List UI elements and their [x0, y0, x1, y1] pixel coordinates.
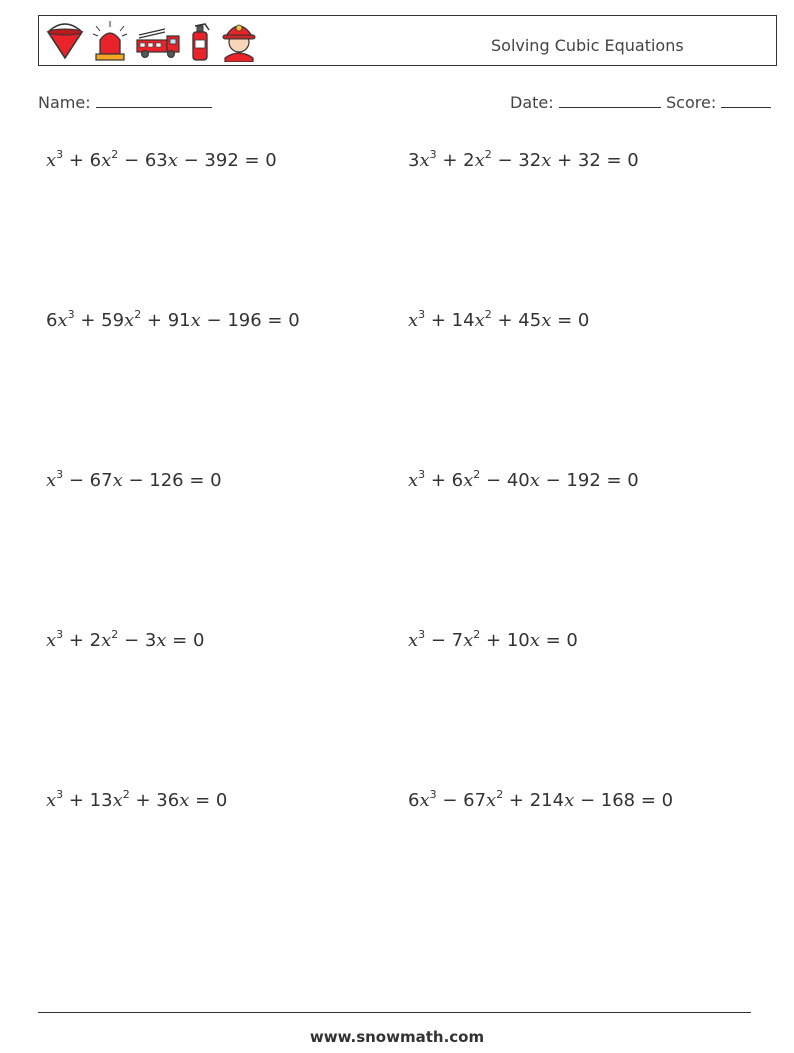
equation-term: + 2	[63, 630, 102, 651]
variable: x	[463, 630, 474, 651]
exponent: 2	[134, 308, 142, 321]
variable: x	[419, 150, 430, 171]
problem-6	[408, 470, 639, 491]
variable: x	[101, 630, 112, 651]
exponent: 2	[484, 148, 492, 161]
problem-9	[46, 790, 227, 811]
equation-term: = 0	[189, 790, 228, 811]
equation-term: = 0	[551, 310, 590, 331]
header-icons	[45, 20, 259, 64]
score-label: Score:	[666, 93, 717, 112]
variable: x	[167, 150, 178, 171]
variable: x	[408, 470, 419, 491]
problem-5	[46, 470, 222, 491]
equation-term: + 13	[63, 790, 113, 811]
name-label: Name:	[38, 93, 91, 112]
equation-term: − 32	[491, 150, 542, 171]
variable: x	[463, 470, 474, 491]
equation-term: − 3	[118, 630, 157, 651]
equation-term: − 192 = 0	[539, 470, 639, 491]
firefighter-icon	[219, 18, 259, 66]
variable: x	[57, 310, 68, 331]
variable: x	[529, 630, 540, 651]
equation-term: + 6	[425, 470, 464, 491]
variable: x	[156, 630, 167, 651]
date-blank[interactable]	[559, 93, 661, 108]
equation-term: + 10	[480, 630, 530, 651]
variable: x	[190, 310, 201, 331]
exponent: 3	[418, 628, 426, 641]
equation-term: 6	[408, 790, 420, 811]
variable: x	[419, 790, 430, 811]
problem-2	[408, 150, 639, 171]
variable: x	[474, 310, 485, 331]
exponent: 3	[418, 468, 426, 481]
variable: x	[124, 310, 135, 331]
equation-term: − 196 = 0	[200, 310, 300, 331]
variable: x	[541, 150, 552, 171]
equation-term: + 45	[491, 310, 542, 331]
equation-term: + 2	[436, 150, 475, 171]
problem-4	[408, 310, 589, 331]
variable: x	[46, 150, 57, 171]
footer-divider	[38, 1012, 751, 1013]
equation-term: 3	[408, 150, 420, 171]
equation-term: − 126 = 0	[122, 470, 222, 491]
fire-extinguisher-icon	[187, 18, 213, 66]
variable: x	[179, 790, 190, 811]
variable: x	[112, 470, 123, 491]
bucket-icon	[45, 18, 85, 66]
variable: x	[46, 470, 57, 491]
variable: x	[564, 790, 575, 811]
equation-term: + 214	[503, 790, 565, 811]
exponent: 2	[473, 468, 481, 481]
fire-truck-icon	[135, 18, 181, 66]
problem-7	[46, 630, 204, 651]
worksheet-title: Solving Cubic Equations	[491, 36, 684, 55]
exponent: 2	[111, 148, 119, 161]
worksheet-header	[38, 15, 777, 66]
equation-term: + 59	[74, 310, 125, 331]
equation-term: + 36	[129, 790, 180, 811]
problem-10	[408, 790, 673, 811]
footer-url[interactable]: www.snowmath.com	[309, 1028, 485, 1046]
exponent: 2	[473, 628, 481, 641]
variable: x	[408, 630, 419, 651]
equation-term: − 67	[436, 790, 487, 811]
exponent: 3	[418, 308, 426, 321]
variable: x	[101, 150, 112, 171]
variable: x	[408, 310, 419, 331]
equation-term: − 7	[425, 630, 464, 651]
exponent: 2	[484, 308, 492, 321]
equation-term: − 63	[118, 150, 168, 171]
name-blank[interactable]	[96, 93, 212, 108]
equation-term: − 168 = 0	[574, 790, 674, 811]
variable: x	[529, 470, 540, 491]
siren-icon	[91, 18, 129, 66]
equation-term: − 67	[63, 470, 113, 491]
name-field[interactable]	[38, 93, 212, 112]
variable: x	[46, 790, 57, 811]
exponent: 3	[56, 148, 64, 161]
exponent: 3	[67, 308, 75, 321]
equation-term: − 392 = 0	[177, 150, 277, 171]
exponent: 3	[56, 788, 64, 801]
equation-term: = 0	[539, 630, 578, 651]
exponent: 3	[56, 468, 64, 481]
variable: x	[474, 150, 485, 171]
problem-1	[46, 150, 277, 171]
equation-term: 6	[46, 310, 58, 331]
exponent: 3	[429, 788, 437, 801]
score-blank[interactable]	[721, 93, 771, 108]
problem-8	[408, 630, 578, 651]
equation-term: + 32 = 0	[551, 150, 639, 171]
equation-term: + 14	[425, 310, 475, 331]
score-field[interactable]	[666, 93, 771, 112]
problem-3	[46, 310, 300, 331]
equation-term: + 6	[63, 150, 102, 171]
equation-term: + 91	[141, 310, 191, 331]
date-label: Date:	[510, 93, 554, 112]
date-field[interactable]	[510, 93, 661, 112]
exponent: 2	[111, 628, 119, 641]
variable: x	[541, 310, 552, 331]
equation-term: = 0	[166, 630, 205, 651]
exponent: 3	[429, 148, 437, 161]
equation-term: − 40	[480, 470, 530, 491]
exponent: 2	[496, 788, 504, 801]
exponent: 3	[56, 628, 64, 641]
variable: x	[46, 630, 57, 651]
exponent: 2	[122, 788, 130, 801]
variable: x	[112, 790, 123, 811]
variable: x	[486, 790, 497, 811]
